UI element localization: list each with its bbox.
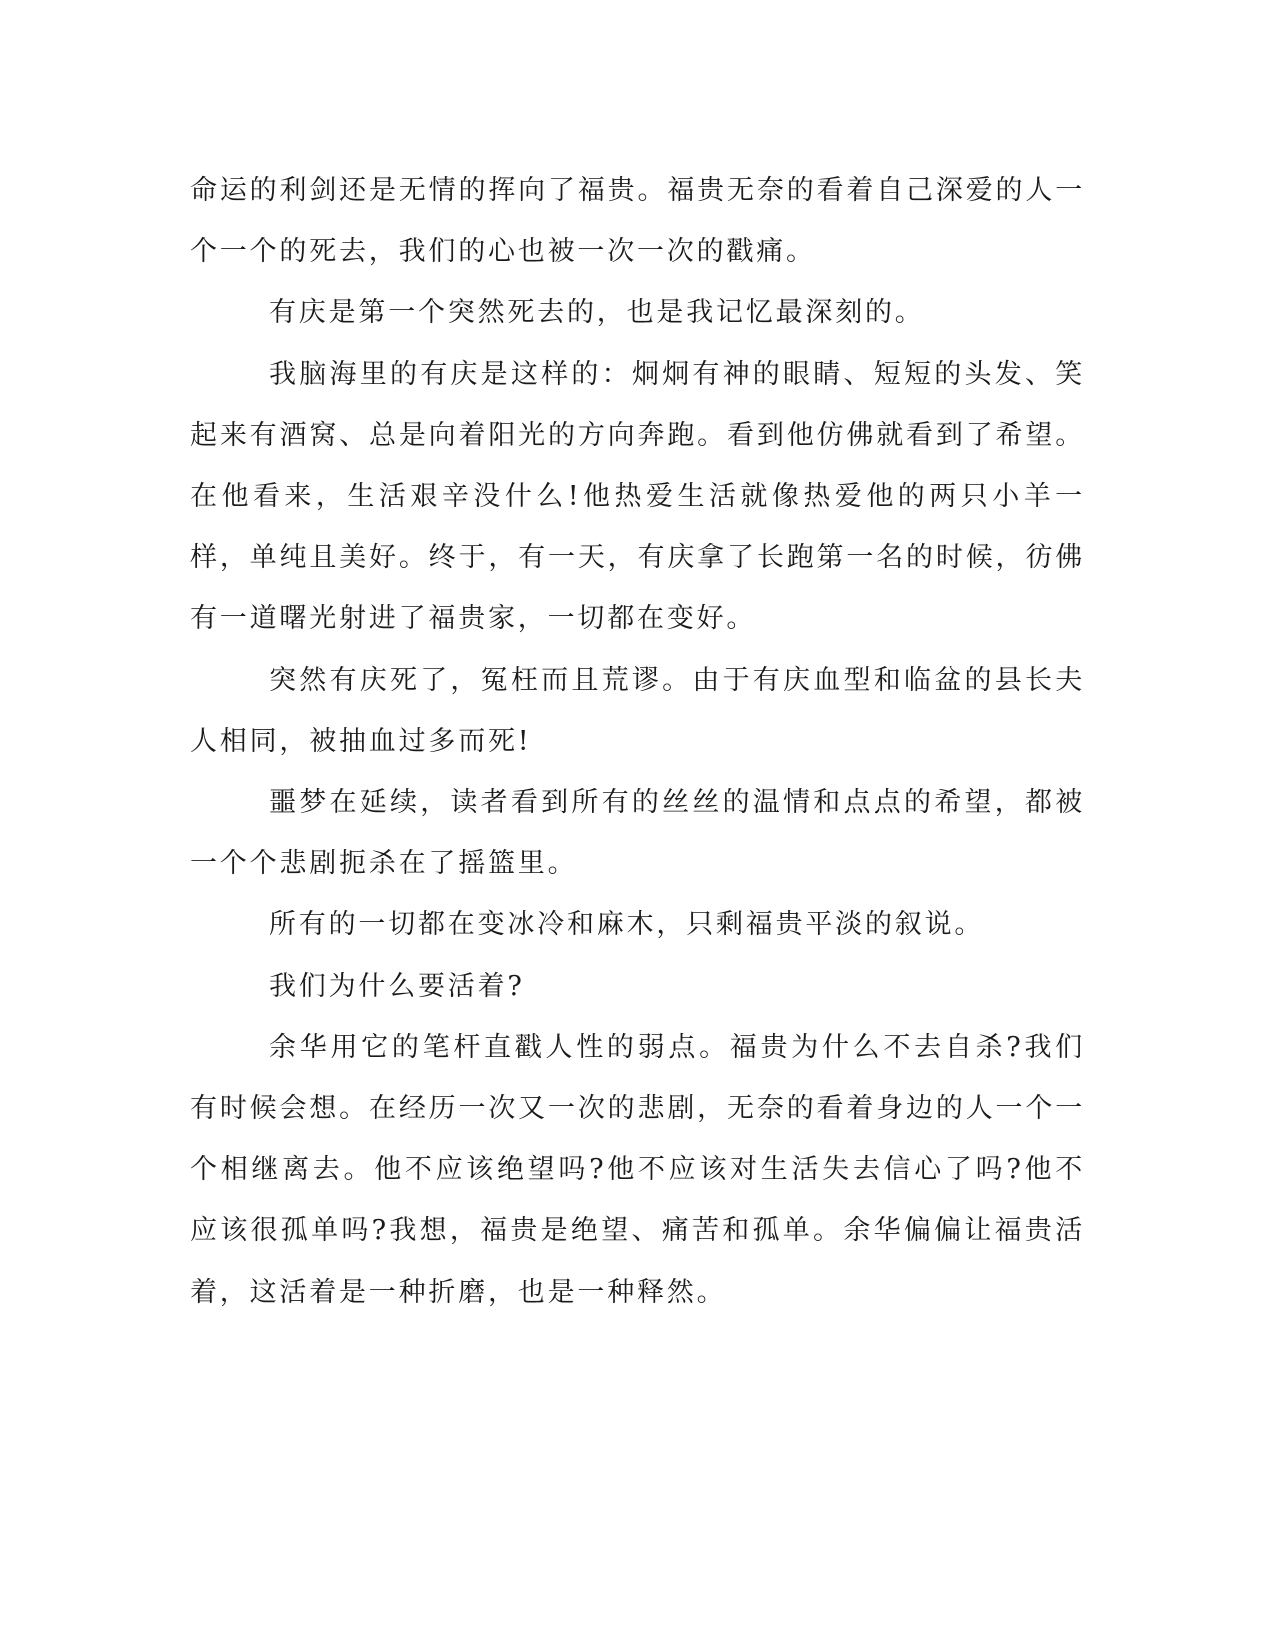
- paragraph: 所有的一切都在变冰冷和麻木，只剩福贵平淡的叙说。: [269, 909, 985, 941]
- paragraph: 我脑海里的有庆是这样的：炯炯有神的眼睛、短短的头发、笑起来有酒窝、总是向着阳光的方向奔跑。看到他仿佛就看到了希望。在他看来，生活艰辛没什么!他热爱生活就像热爱他的两只小羊一样，单纯且美好。终于，有一天，有庆拿了长跑第一名的时候，彷佛有一道曙光射进了福贵家，一切都在变好。: [190, 358, 1085, 635]
- paragraph: 余华用它的笔杆直戳人性的弱点。福贵为什么不去自杀?我们有时候会想。在经历一次又一次的悲剧，无奈的看着身边的人一个一个相继离去。他不应该绝望吗?他不应该对生活失去信心了吗?他不应该很孤单吗?我想，福贵是绝望、痛苦和孤单。余华偏偏让福贵活着，这活着是一种折磨，也是一种释然。: [190, 1031, 1085, 1308]
- paragraph: 我们为什么要活着?: [269, 970, 525, 1002]
- paragraph: 有庆是第一个突然死去的，也是我记忆最深刻的。: [269, 297, 925, 329]
- paragraph: 噩梦在延续，读者看到所有的丝丝的温情和点点的希望，都被一个个悲剧扼杀在了摇篮里。: [190, 787, 1085, 880]
- document-body: [190, 160, 1085, 1323]
- paragraph: 命运的利剑还是无情的挥向了福贵。福贵无奈的看着自己深爱的人一个一个的死去，我们的心也被一次一次的戳痛。: [190, 175, 1085, 268]
- paragraph: 突然有庆死了，冤枉而且荒谬。由于有庆血型和临盆的县长夫人相同，被抽血过多而死!: [190, 664, 1085, 757]
